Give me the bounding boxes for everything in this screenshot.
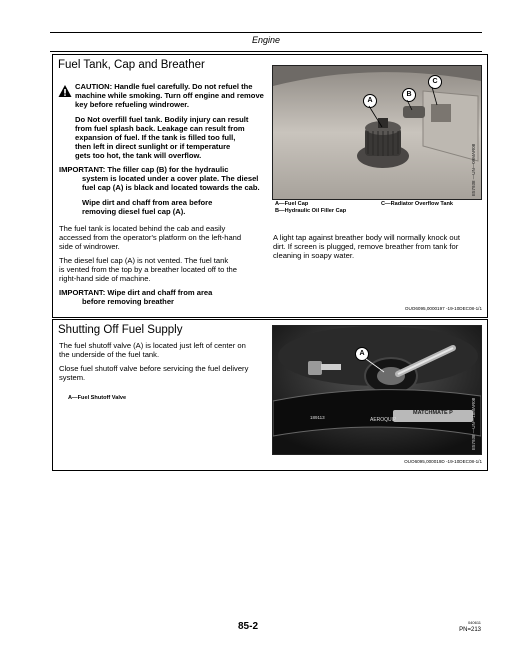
section-title-fuel-tank: Fuel Tank, Cap and Breather	[58, 59, 205, 71]
header-rule-bottom	[50, 51, 482, 52]
overfill-line-1: Do Not overfill fuel tank. Bodily injury can result	[75, 115, 249, 124]
legend-radiator-tank: C—Radiator Overflow Tank	[381, 201, 454, 207]
overfill-line-5: gets too hot, the tank will overflow.	[75, 151, 202, 160]
important-breather-line-2: before removing breather	[82, 297, 174, 306]
callout-shutoff-a: A	[355, 347, 369, 361]
wipe-note-line-1: Wipe dirt and chaff from area before	[82, 198, 213, 207]
breather-tip-line-2: dirt. If screen is plugged, remove breather from tank for	[273, 242, 459, 251]
page-header-title: Engine	[251, 35, 281, 45]
location-para-line-1: The fuel tank is located behind the cab and easily	[59, 224, 226, 233]
legend-shutoff-valve: A—Fuel Shutoff Valve	[68, 395, 127, 401]
caution-text: CAUTION: Handle fuel carefully. Do not refuel the machine while smoking. Turn off engine and remove key before refueling windrower.	[75, 82, 264, 110]
vent-para-line-2: is vented from the top by a breather located off to the	[59, 265, 238, 274]
overfill-line-3: expansion of fuel. If the tank is filled too full,	[75, 133, 236, 142]
callout-a: A	[363, 94, 377, 108]
location-para-line-2: accessed from the operator's platform on the left-hand	[59, 233, 242, 242]
caution-warning-icon	[58, 84, 72, 98]
shutoff-leader-line	[272, 325, 480, 453]
shutoff-para-line-2: the underside of the fuel tank.	[59, 350, 160, 359]
important-note-line-2: system is located under a cover plate. The diesel	[82, 174, 259, 183]
close-valve-line-2: system.	[59, 373, 86, 382]
important-note-line-3: fuel cap (A) is black and located towards the cab.	[82, 183, 260, 192]
important-breather-line-1: IMPORTANT: Wipe dirt and chaff from area	[59, 288, 213, 297]
callout-b: B	[402, 88, 416, 102]
photo2-reference: E57938 —UN—18MAR08	[471, 397, 476, 450]
vent-para-line-1: The diesel fuel cap (A) is not vented. The fuel tank	[59, 256, 229, 265]
wipe-note-line-2: removing diesel fuel cap (A).	[82, 207, 186, 216]
callout-c: C	[428, 75, 442, 89]
matchmate-text: MATCHMATE P	[413, 410, 453, 416]
section-title-shutoff: Shutting Off Fuel Supply	[58, 324, 183, 336]
header-rule-top	[50, 32, 482, 33]
breather-tip-line-1: A light tap against breather body will normally knock out	[273, 233, 460, 242]
legend-fuel-cap: A—Fuel Cap	[275, 201, 309, 207]
legend-hydraulic-cap: B—Hydraulic Oil Filler Cap	[275, 208, 347, 214]
shutoff-para-line-1: The fuel shutoff valve (A) is located just left of center on	[59, 341, 246, 350]
photo1-reference: E57938 —UN—09MAR08	[471, 143, 476, 196]
vent-para-line-3: right-hand side of machine.	[59, 274, 151, 283]
section1-doc-reference: OUO6095,0000197 -19-10DEC08-1/1	[404, 306, 482, 311]
overfill-line-2: from fuel splash back. Leakage can result from	[75, 124, 245, 133]
section2-doc-reference: OUO6095,000019D -19-10DEC08-1/1	[404, 459, 482, 464]
callout-leader-lines	[272, 65, 480, 198]
important-note-line-1: IMPORTANT: The filler cap (B) for the hydraulic	[59, 165, 229, 174]
location-para-line-3: side of windrower.	[59, 242, 120, 251]
hose-brand-text: AEROQUIP	[370, 417, 397, 423]
hose-code-text: 189113	[310, 415, 325, 420]
close-valve-line-1: Close fuel shutoff valve before servicing the fuel delivery	[59, 364, 249, 373]
footer-pn: PN=213	[459, 627, 481, 633]
overfill-line-4: then left in direct sunlight or if temperature	[75, 142, 231, 151]
breather-tip-line-3: cleaning in soapy water.	[273, 251, 355, 260]
footer-code: 040611	[467, 620, 481, 625]
page-number: 85-2	[238, 621, 259, 632]
